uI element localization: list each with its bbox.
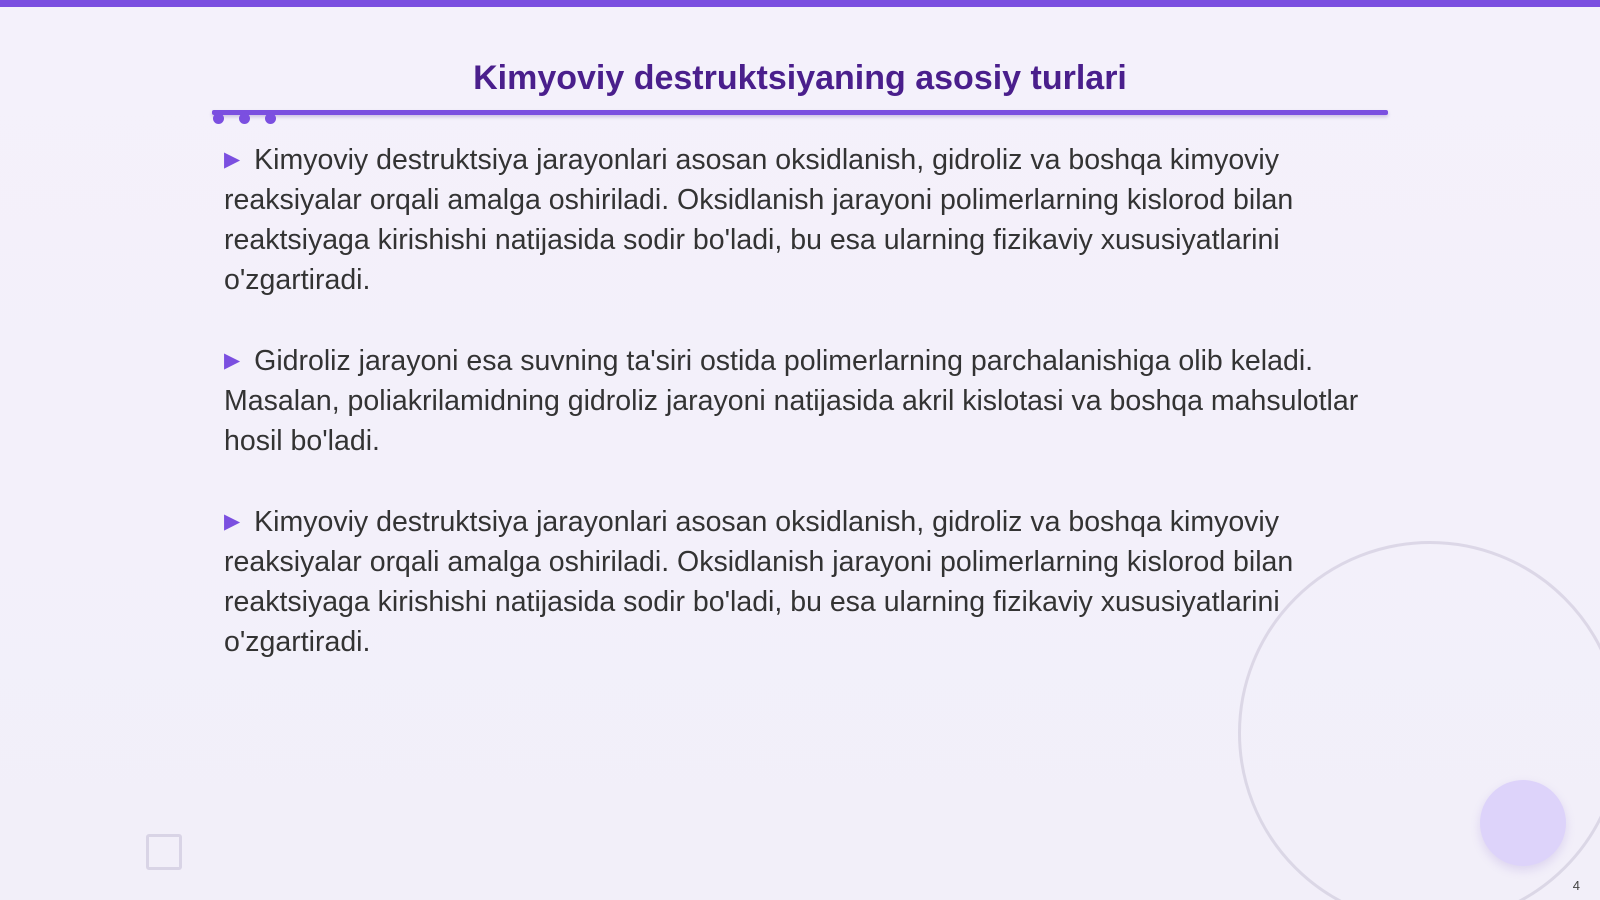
bullet-text: Gidroliz jarayoni esa suvning ta'siri ostida polimerlarning parchalanishiga olib keladi. Masalan, poliakrilamidning gidroliz jarayoni natijasida akril kislotasi va boshqa mahsulotlar hosil bo'ladi. bbox=[224, 345, 1359, 457]
bullet-item bbox=[224, 341, 1384, 461]
slide-title: Kimyoviy destruktsiyaning asosiy turlari bbox=[473, 59, 1127, 97]
triangle-bullet-icon: ▶ bbox=[224, 510, 241, 533]
bullet-item bbox=[224, 502, 1384, 662]
decorative-dot bbox=[239, 113, 250, 124]
bullet-text: Kimyoviy destruktsiya jarayonlari asosan oksidlanish, gidroliz va boshqa kimyoviy reaksiyalar orqali amalga oshiriladi. Oksidlanish jarayoni polimerlarning kislorod bilan reaktsiyaga kirishishi natijasida sodir bo'ladi, bu esa ularning fizikaviy xususiyatlarini o'zgartiradi. bbox=[224, 144, 1294, 296]
page-number: 4 bbox=[1572, 878, 1580, 893]
bullet-text: Kimyoviy destruktsiya jarayonlari asosan oksidlanish, gidroliz va boshqa kimyoviy reaksiyalar orqali amalga oshiriladi. Oksidlanish jarayoni polimerlarning kislorod bilan reaktsiyaga kirishishi natijasida sodir bo'ladi, bu esa ularning fizikaviy xususiyatlarini o'zgartiradi. bbox=[224, 506, 1294, 658]
decorative-circle bbox=[1480, 780, 1566, 866]
title-underline bbox=[212, 110, 1388, 115]
decorative-square bbox=[146, 834, 182, 870]
triangle-bullet-icon: ▶ bbox=[224, 148, 241, 171]
decorative-dot bbox=[265, 113, 276, 124]
decorative-dot bbox=[213, 113, 224, 124]
bullet-list bbox=[224, 140, 1384, 703]
triangle-bullet-icon: ▶ bbox=[224, 349, 241, 372]
top-accent-bar bbox=[0, 0, 1600, 7]
bullet-item bbox=[224, 140, 1384, 300]
